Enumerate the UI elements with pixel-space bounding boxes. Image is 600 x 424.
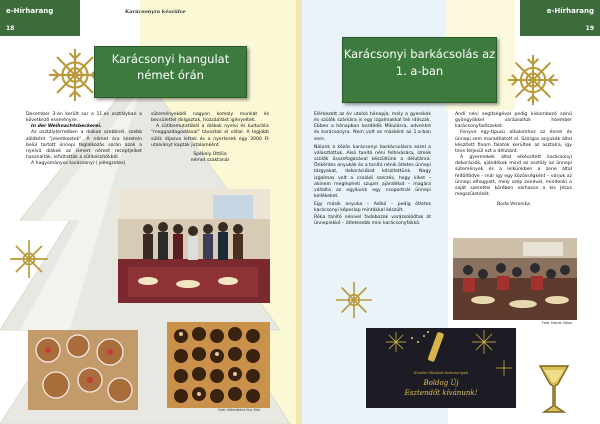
right-article-title-text: Karácsonyi barkácsolás az 1. a-ban	[343, 47, 496, 78]
header-left-label: e-Hírharang	[6, 7, 54, 15]
left-article-column-1	[26, 112, 142, 167]
cookie-photo-caption: Fotó: Höllmáténé Kiss Rita	[218, 408, 260, 412]
right-article-column-2	[455, 112, 572, 208]
left-article-column-2	[151, 112, 269, 164]
snowflake-icon	[505, 52, 561, 108]
classroom-photo	[453, 238, 577, 320]
snowflake-icon	[334, 280, 374, 320]
page-number-right: 19	[585, 25, 594, 32]
paragraph: A sütibemutatóból a diákok nyelvi és kulturális "meggazdagodással" távoztak el céllal. A legjobb sütik díjazva lettek és a nyertesek egy 3000 Ft utalványt kaptak jutalomként.	[151, 124, 269, 148]
paragraph-event: In der Weihnachtsbeckerei.	[31, 124, 102, 130]
header-right-label: e-Hírharang	[546, 7, 594, 15]
paragraph: Elérkezett az év utolsó hónapja, mely a gyerekek és szülők számára is egy izgalmakkal teli időszak. Ebben a hónapban kezdődik Mikulásra, adventre és karácsonyra. Nem volt ez másként az 1.a-ban sem.	[314, 112, 431, 142]
paragraph: Fenyve egy-típusú alkalomhoz az énnel és ünnepi sem maradhatott el. Szorgos anyukák által készített finom falatok kerültek az asztalra, így teve teljesül ezt a délutánt.	[455, 130, 572, 154]
running-head: Karácsonyra készülve	[125, 9, 186, 15]
paragraph: Andi néni segítségével pedig kislombozó szinű gyöngyökkel varázsoltuk hóember karácsonyfadíszeket.	[455, 112, 572, 130]
paragraph: Egy másik anyuka – Adikó – pedig ötletes karácsonyi képeslap mintákkal készült.	[314, 202, 431, 214]
right-article-column-1	[314, 112, 431, 227]
paragraph: Nálunk a közös karácsonyi barkácsolásra ezzel a választottuk. Alsó tanító néni felhívására, izmok szülők összefogásával készültünk a délutánra. Önkéntes anyukák és a tanító nénik ötletes ünnepi tárgyakat, dekorációkat készítettünk. Nagy izgalmas volt a családi szerzés, hogy kiket – akinem meglepheti szuper ajándékot – magára vállalta az egyikunk egy csoportnál ünnepi kellékeket.	[314, 144, 431, 200]
cookies-photo	[28, 330, 138, 410]
greeting-line-1: Boldog Új	[423, 379, 459, 387]
paragraph: A hagyományos karácsonyi ( jellegzetes)	[31, 161, 126, 167]
group-photo	[118, 189, 270, 303]
new-year-greeting-card	[366, 328, 516, 408]
left-article-title-text: Karácsonyi hangulat német órán	[111, 52, 230, 82]
classroom-photo-caption: Fotó: Molnár Gábor	[542, 321, 573, 325]
paragraph: Réka tanító nénivel fadobozok varázsolódtak át ünnepiekké – ötletesebb mini karácsonyfákká.	[314, 214, 431, 226]
paragraph: A gyermekek által elkészített karácsonyi dekorációk, ajándékok mind az osztály az ünnepi sütemények és a lelkünkben a zene által feltöltődve – már így egy közösségként – várjuk az ünnepi elhagyott, mely szép zenével, mindenki a saját szerettei körében várhassa a kis Jézus megszületését.	[455, 155, 572, 198]
right-article-title	[342, 37, 497, 103]
author-role: német szaktanár	[190, 158, 230, 164]
snowflake-icon	[8, 238, 50, 280]
greeting-org: Kreatív Oktatási Intézmények	[413, 371, 469, 375]
paragraph: December 3-án került sor a 11.es osztályban a következő eseményre:	[26, 112, 142, 124]
left-article-title	[94, 46, 247, 98]
cookies-tray-photo	[167, 322, 270, 408]
paragraph: Az osztálytermében a diákok szebbnél, szebb zöldként "jelentkeztek". A német óra keretein belül tartott ünnepi foglalkozás során azok a nyelvű diákok az ismert német receptjeiket használták, lefuttatták a sütikészítőkből.	[26, 130, 142, 161]
greeting-line-2: Esztendőt kívánunk!	[404, 389, 478, 397]
paragraph: süteményekből nagyon komoly munkát és becsülettel dolgoztak, hozzáállást igényeltek.	[151, 112, 269, 124]
author-name: Spékely Ottília	[193, 151, 227, 157]
page-number-left: 18	[6, 25, 15, 32]
champagne-glass-icon	[536, 362, 572, 418]
right-author-name: Boda Veronika	[497, 202, 530, 208]
header-right	[520, 0, 600, 36]
header-left	[0, 0, 80, 36]
